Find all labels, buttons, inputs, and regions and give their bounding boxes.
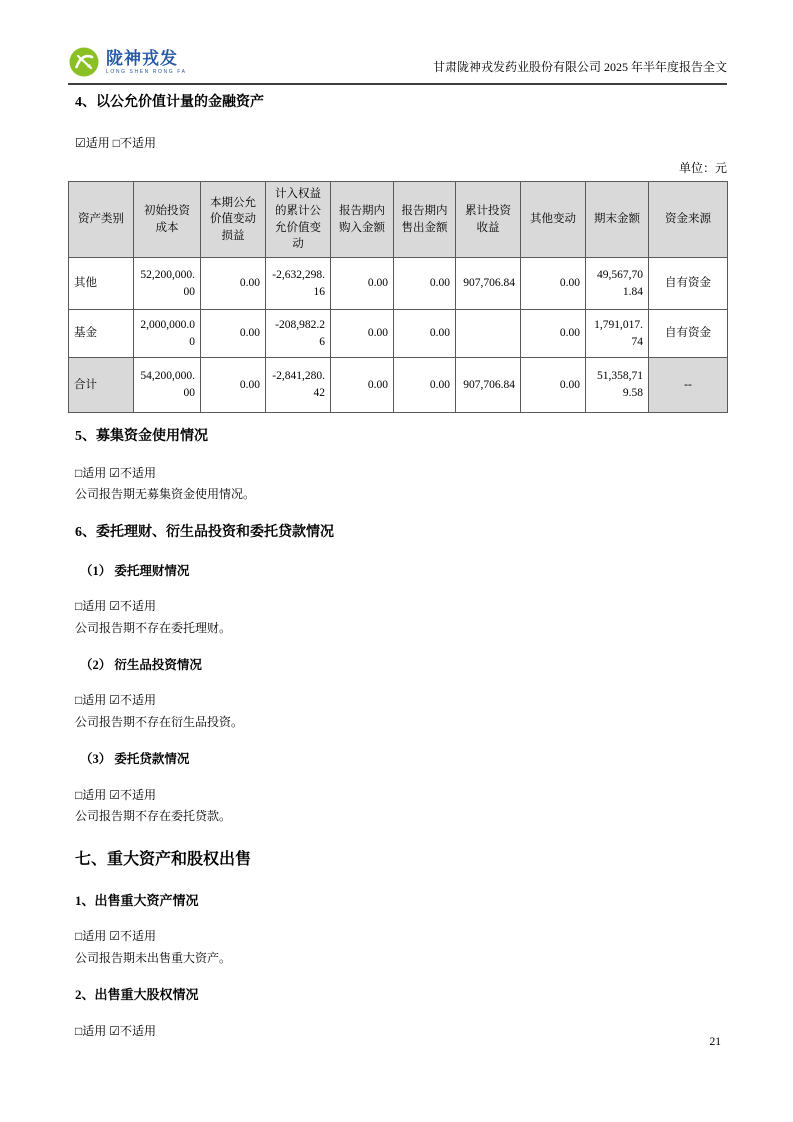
section-4-title: 4、以公允价值计量的金融资产 [75, 95, 264, 110]
table-header-cell: 资产类别 [69, 182, 134, 258]
table-cell: 907,706.84 [456, 358, 521, 413]
brand-name-cn: 陇神戎发 [106, 48, 178, 68]
table-cell: 907,706.84 [456, 258, 521, 310]
table-header-cell: 资金来源 [649, 182, 728, 258]
page-header [68, 46, 727, 85]
table-cell: 0.00 [394, 358, 456, 413]
section-5-title: 5、募集资金使用情况 [75, 429, 208, 445]
table-cell: 0.00 [201, 358, 266, 413]
section-6-title: 6、委托理财、衍生品投资和委托贷款情况 [75, 525, 334, 541]
table-cell: -208,982.26 [266, 310, 331, 358]
page-number: 21 [709, 1036, 721, 1048]
table-cell: -- [649, 358, 728, 413]
section-7-1-applicability: □适用 ☑不适用 [75, 928, 157, 943]
section-6-2-applicability: □适用 ☑不适用 [75, 693, 157, 708]
section-5-note: 公司报告期无募集资金使用情况。 [75, 487, 256, 502]
unit-label: 单位：元 [678, 161, 727, 176]
section-6-1-title: （1） 委托理财情况 [80, 563, 190, 578]
table-cell: 52,200,000.00 [134, 258, 201, 310]
table-cell [456, 310, 521, 358]
table-row-total [69, 358, 728, 413]
section-6-1-applicability: □适用 ☑不适用 [75, 599, 157, 614]
table-cell: 0.00 [521, 310, 586, 358]
table-row [69, 258, 728, 310]
section-5-applicability: □适用 ☑不适用 [75, 465, 157, 480]
company-logo-icon [68, 46, 100, 78]
table-header-cell: 其他变动 [521, 182, 586, 258]
section-7-2-title: 2、出售重大股权情况 [75, 987, 199, 1003]
section-6-2-title: （2） 衍生品投资情况 [80, 657, 202, 672]
financial-assets-table [68, 181, 728, 413]
section-4-applicability: ☑适用 □不适用 [75, 135, 157, 150]
table-header-cell: 期末金额 [586, 182, 649, 258]
report-title: 甘肃陇神戎发药业股份有限公司 2025 年半年度报告全文 [432, 60, 727, 74]
table-cell: 0.00 [394, 310, 456, 358]
table-header-cell: 报告期内售出金额 [394, 182, 456, 258]
table-cell: 54,200,000.00 [134, 358, 201, 413]
table-header-cell: 初始投资成本 [134, 182, 201, 258]
company-logo [68, 46, 187, 78]
table-cell: 1,791,017.74 [586, 310, 649, 358]
table-cell: -2,841,280.42 [266, 358, 331, 413]
section-6-3-title: （3） 委托贷款情况 [80, 752, 190, 767]
table-cell: 0.00 [521, 258, 586, 310]
section-7-1-title: 1、出售重大资产情况 [75, 892, 199, 908]
section-6-2-note: 公司报告期不存在衍生品投资。 [75, 715, 244, 730]
section-6-3-applicability: □适用 ☑不适用 [75, 787, 157, 802]
table-cell: 0.00 [201, 310, 266, 358]
table-cell: 0.00 [331, 258, 394, 310]
table-cell: 51,358,719.58 [586, 358, 649, 413]
brand-name-en: LONG SHEN RONG FA [106, 68, 187, 75]
section-7-1-note: 公司报告期未出售重大资产。 [75, 950, 232, 965]
table-cell: 49,567,701.84 [586, 258, 649, 310]
section-6-1-note: 公司报告期不存在委托理财。 [75, 621, 232, 636]
table-row [69, 310, 728, 358]
table-cell: 自有资金 [649, 310, 728, 358]
brand-text [106, 50, 187, 75]
table-header-cell: 本期公允价值变动损益 [201, 182, 266, 258]
section-7-2-applicability: □适用 ☑不适用 [75, 1023, 157, 1038]
table-cell: 2,000,000.00 [134, 310, 201, 358]
table-cell: 0.00 [521, 358, 586, 413]
table-header-cell: 计入权益的累计公允价值变动 [266, 182, 331, 258]
table-cell: 0.00 [331, 310, 394, 358]
table-cell: 其他 [69, 258, 134, 310]
table-header-row [69, 182, 728, 258]
table-cell: 0.00 [331, 358, 394, 413]
table-header-cell: 报告期内购入金额 [331, 182, 394, 258]
section-7-title: 七、重大资产和股权出售 [75, 851, 252, 869]
table-cell: -2,632,298.16 [266, 258, 331, 310]
table-cell: 0.00 [394, 258, 456, 310]
table-cell: 自有资金 [649, 258, 728, 310]
table-cell: 基金 [69, 310, 134, 358]
table-cell: 合计 [69, 358, 134, 413]
section-6-3-note: 公司报告期不存在委托贷款。 [75, 809, 232, 824]
table-header-cell: 累计投资收益 [456, 182, 521, 258]
table-cell: 0.00 [201, 258, 266, 310]
